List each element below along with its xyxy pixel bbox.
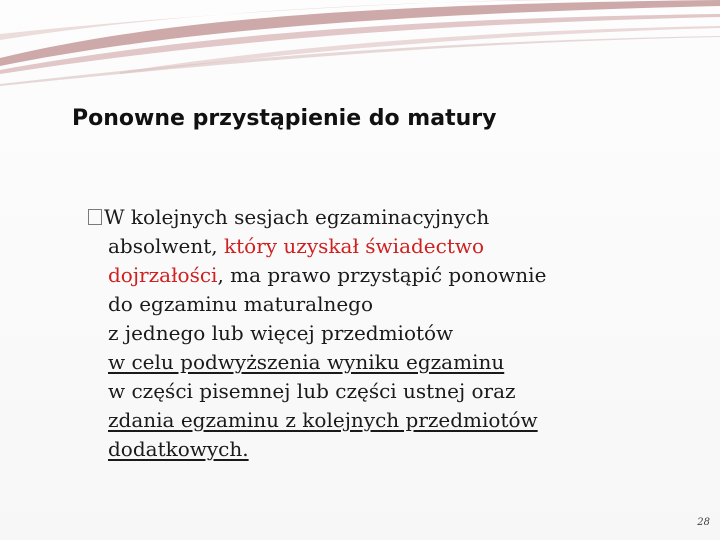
line-text: absolwent, bbox=[108, 234, 225, 258]
bullet-body bbox=[88, 203, 648, 464]
bullet-line bbox=[88, 435, 648, 464]
slide-title: Ponowne przystąpienie do matury bbox=[72, 106, 497, 131]
bullet-line bbox=[88, 377, 648, 406]
bullet-line bbox=[88, 232, 648, 261]
underlined-text: zdania egzaminu z kolejnych przedmiotów bbox=[108, 408, 538, 432]
line-text: , ma prawo przystąpić ponownie bbox=[217, 263, 547, 287]
underlined-text: dodatkowych. bbox=[108, 437, 249, 461]
bullet-line bbox=[88, 261, 648, 290]
highlighted-text: dojrzałości bbox=[108, 263, 218, 287]
line-text: w części pisemnej lub części ustnej oraz bbox=[108, 379, 516, 403]
line-text: do egzaminu maturalnego bbox=[108, 292, 374, 316]
bullet-line bbox=[88, 406, 648, 435]
line-text: W kolejnych sesjach egzaminacyjnych bbox=[104, 205, 490, 229]
bullet-line bbox=[88, 319, 648, 348]
bullet-line bbox=[88, 348, 648, 377]
decorative-swoosh-header bbox=[0, 0, 720, 90]
highlighted-text: który uzyskał świadectwo bbox=[224, 234, 485, 258]
page-number: 28 bbox=[697, 517, 710, 528]
bullet-line bbox=[88, 203, 648, 232]
line-text: z jednego lub więcej przedmiotów bbox=[108, 321, 454, 345]
underlined-text: w celu podwyższenia wyniku egzaminu bbox=[108, 350, 505, 374]
square-bullet-icon bbox=[88, 209, 102, 225]
bullet-line bbox=[88, 290, 648, 319]
